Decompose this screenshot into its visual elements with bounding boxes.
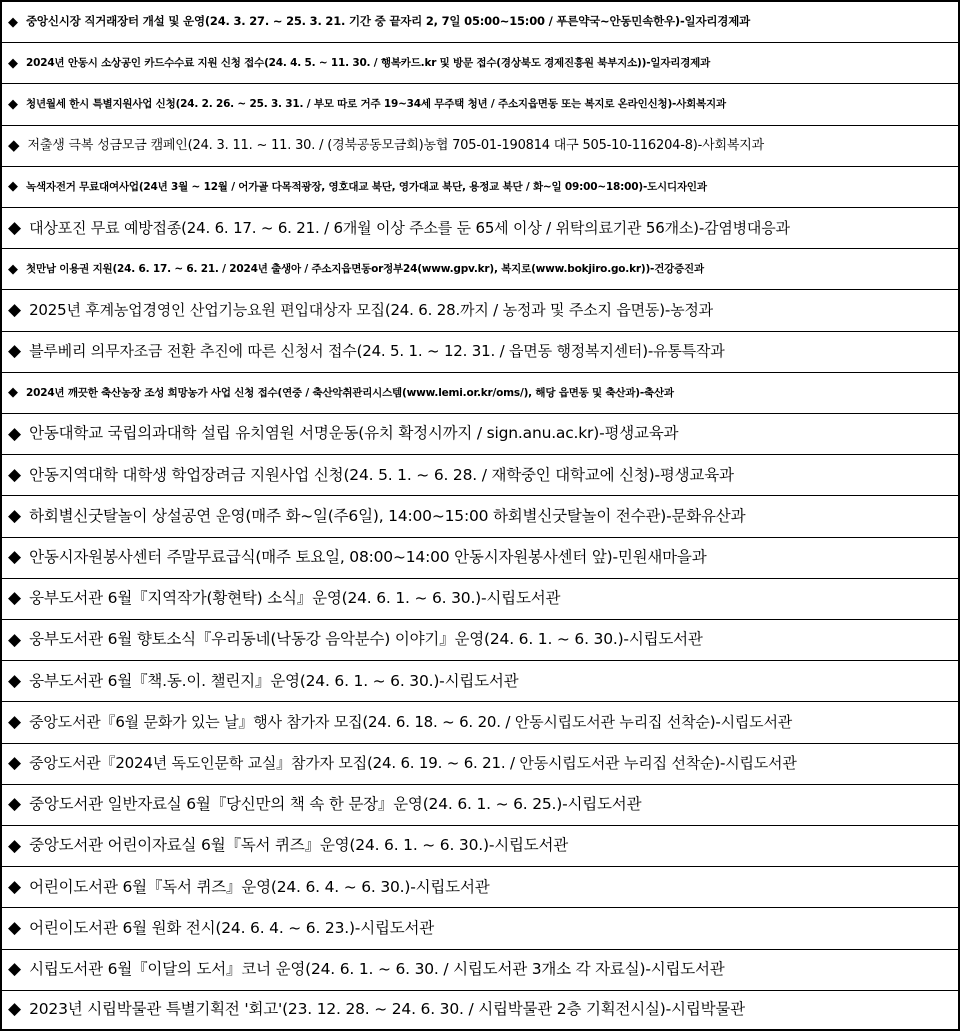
notice-text: 시립도서관 6월『이달의 도서』코너 운영(24. 6. 1. ~ 6. 30. / 시립도서관 3개소 각 자료실)-시립도서관 (29, 959, 725, 978)
notice-item (2, 826, 958, 867)
notice-text: 안동시자원봉사센터 주말무료급식(매주 토요일, 08:00~14:00 안동시자원봉사센터 앞)-민원새마을과 (29, 547, 707, 566)
diamond-bullet-icon: ◆ (8, 629, 22, 650)
notice-text: 2023년 시립박물관 특별기획전 '회고'(23. 12. 28. ~ 24. 6. 30. / 시립박물관 2층 기획전시실)-시립박물관 (29, 1000, 745, 1019)
diamond-bullet-icon: ◆ (8, 14, 18, 30)
notice-item (2, 496, 958, 537)
notice-item (2, 579, 958, 620)
diamond-bullet-icon: ◆ (8, 547, 22, 568)
notice-item (2, 43, 958, 84)
notice-item (2, 290, 958, 331)
diamond-bullet-icon: ◆ (8, 179, 18, 195)
notice-item (2, 702, 958, 743)
notice-text: 대상포진 무료 예방접종(24. 6. 17. ~ 6. 21. / 6개월 이상 주소를 둔 65세 이상 / 위탁의료기관 56개소)-감염병대응과 (29, 218, 790, 237)
notice-item (2, 785, 958, 826)
notice-text: 중앙도서관 어린이자료실 6월『독서 퀴즈』운영(24. 6. 1. ~ 6. 30.)-시립도서관 (29, 836, 569, 855)
notice-item (2, 538, 958, 579)
notice-item (2, 991, 958, 1029)
diamond-bullet-icon: ◆ (8, 959, 22, 980)
notice-item (2, 373, 958, 414)
notice-item (2, 126, 958, 167)
diamond-bullet-icon: ◆ (8, 917, 22, 938)
notice-item (2, 167, 958, 208)
notice-text: 웅부도서관 6월 향토소식『우리동네(낙동강 음악분수) 이야기』운영(24. 6. 1. ~ 6. 30.)-시립도서관 (29, 630, 703, 649)
notice-text: 청년월세 한시 특별지원사업 신청(24. 2. 26. ~ 25. 3. 31. / 부모 따로 거주 19~34세 무주택 청년 / 주소지읍면동 또는 복지로 온라인신청)-사회복지과 (26, 98, 726, 111)
notice-text: 2024년 깨끗한 축산농장 조성 희망농가 사업 신청 접수(연중 / 축산악취관리시스템(www.lemi.or.kr/oms/), 해당 읍면동 및 축산과)-축산과 (26, 386, 674, 399)
notice-text: 어린이도서관 6월 원화 전시(24. 6. 4. ~ 6. 23.)-시립도서관 (29, 918, 435, 937)
diamond-bullet-icon: ◆ (8, 876, 22, 897)
notice-text: 저출생 극복 성금모금 캠페인(24. 3. 11. ~ 11. 30. / (경북공동모금회)농협 705-01-190814 대구 505-10-116204-8)-사회복지과 (27, 138, 764, 154)
notice-item (2, 867, 958, 908)
notice-item (2, 661, 958, 702)
diamond-bullet-icon: ◆ (8, 385, 18, 401)
notice-item (2, 455, 958, 496)
notice-text: 중앙도서관 일반자료실 6월『당신만의 책 속 한 문장』운영(24. 6. 1. ~ 6. 25.)-시립도서관 (29, 795, 642, 814)
notice-item (2, 744, 958, 785)
diamond-bullet-icon: ◆ (8, 261, 18, 277)
notice-item (2, 950, 958, 991)
diamond-bullet-icon: ◆ (8, 999, 22, 1020)
diamond-bullet-icon: ◆ (8, 55, 18, 71)
diamond-bullet-icon: ◆ (8, 711, 22, 732)
notice-text: 웅부도서관 6월『지역작가(황현탁) 소식』운영(24. 6. 1. ~ 6. 30.)-시립도서관 (29, 589, 561, 608)
notice-text: 어린이도서관 6월『독서 퀴즈』운영(24. 6. 4. ~ 6. 30.)-시립도서관 (29, 877, 490, 896)
notice-text: 2025년 후계농업경영인 산업기능요원 편입대상자 모집(24. 6. 28.까지 / 농정과 및 주소지 읍면동)-농정과 (29, 300, 713, 319)
notice-text: 중앙신시장 직거래장터 개설 및 운영(24. 3. 27. ~ 25. 3. 21. 기간 중 끝자리 2, 7일 05:00~15:00 / 푸른약국~안동민속한우)-일자리경제과 (26, 14, 751, 29)
notice-text: 블루베리 의무자조금 전환 추진에 따른 신청서 접수(24. 5. 1. ~ 12. 31. / 읍면동 행정복지센터)-유통특작과 (29, 342, 725, 361)
notice-text: 하회별신굿탈놀이 상설공연 운영(매주 화~일(주6일), 14:00~15:00 하회별신굿탈놀이 전수관)-문화유산과 (29, 506, 746, 525)
notice-item (2, 249, 958, 290)
notice-text: 중앙도서관『6월 문화가 있는 날』행사 참가자 모집(24. 6. 18. ~ 6. 20. / 안동시립도서관 누리집 선착순)-시립도서관 (29, 712, 793, 731)
diamond-bullet-icon: ◆ (8, 341, 22, 362)
diamond-bullet-icon: ◆ (8, 794, 22, 815)
diamond-bullet-icon: ◆ (8, 217, 22, 238)
notice-item (2, 84, 958, 125)
diamond-bullet-icon: ◆ (8, 505, 22, 526)
diamond-bullet-icon: ◆ (8, 423, 22, 444)
diamond-bullet-icon: ◆ (8, 299, 22, 320)
notice-item (2, 414, 958, 455)
notice-text: 2024년 안동시 소상공인 카드수수료 지원 신청 접수(24. 4. 5. ~ 11. 30. / 행복카드.kr 및 방문 접수(경상북도 경제진흥원 북부지소))-일자리경제과 (26, 57, 711, 70)
notice-item (2, 208, 958, 249)
notice-text: 웅부도서관 6월『책.동.이. 챌린지』운영(24. 6. 1. ~ 6. 30.)-시립도서관 (29, 671, 519, 690)
notice-item (2, 620, 958, 661)
diamond-bullet-icon: ◆ (8, 588, 22, 609)
notice-text: 안동대학교 국립의과대학 설립 유치염원 서명운동(유치 확정시까지 / sign.anu.ac.kr)-평생교육과 (29, 424, 679, 443)
notice-text: 첫만남 이용권 지원(24. 6. 17. ~ 6. 21. / 2024년 출생아 / 주소지읍면동or정부24(www.gpv.kr), 복지로(www.bokjiro.go.kr))-건강증진과 (26, 263, 704, 276)
notice-item (2, 2, 958, 43)
notice-item (2, 332, 958, 373)
diamond-bullet-icon: ◆ (8, 136, 20, 155)
diamond-bullet-icon: ◆ (8, 670, 22, 691)
notice-text: 안동지역대학 대학생 학업장려금 지원사업 신청(24. 5. 1. ~ 6. 28. / 재학중인 대학교에 신청)-평생교육과 (29, 465, 734, 484)
diamond-bullet-icon: ◆ (8, 96, 18, 112)
diamond-bullet-icon: ◆ (8, 835, 22, 856)
notice-item (2, 908, 958, 949)
notice-text: 녹색자전거 무료대여사업(24년 3월 ~ 12월 / 어가골 다목적광장, 영호대교 북단, 영가대교 북단, 용정교 북단 / 화~일 09:00~18:00)-도시디자인과 (26, 180, 707, 193)
diamond-bullet-icon: ◆ (8, 753, 22, 774)
diamond-bullet-icon: ◆ (8, 464, 22, 485)
notice-text: 중앙도서관『2024년 독도인문학 교실』참가자 모집(24. 6. 19. ~ 6. 21. / 안동시립도서관 누리집 선착순)-시립도서관 (29, 754, 797, 773)
